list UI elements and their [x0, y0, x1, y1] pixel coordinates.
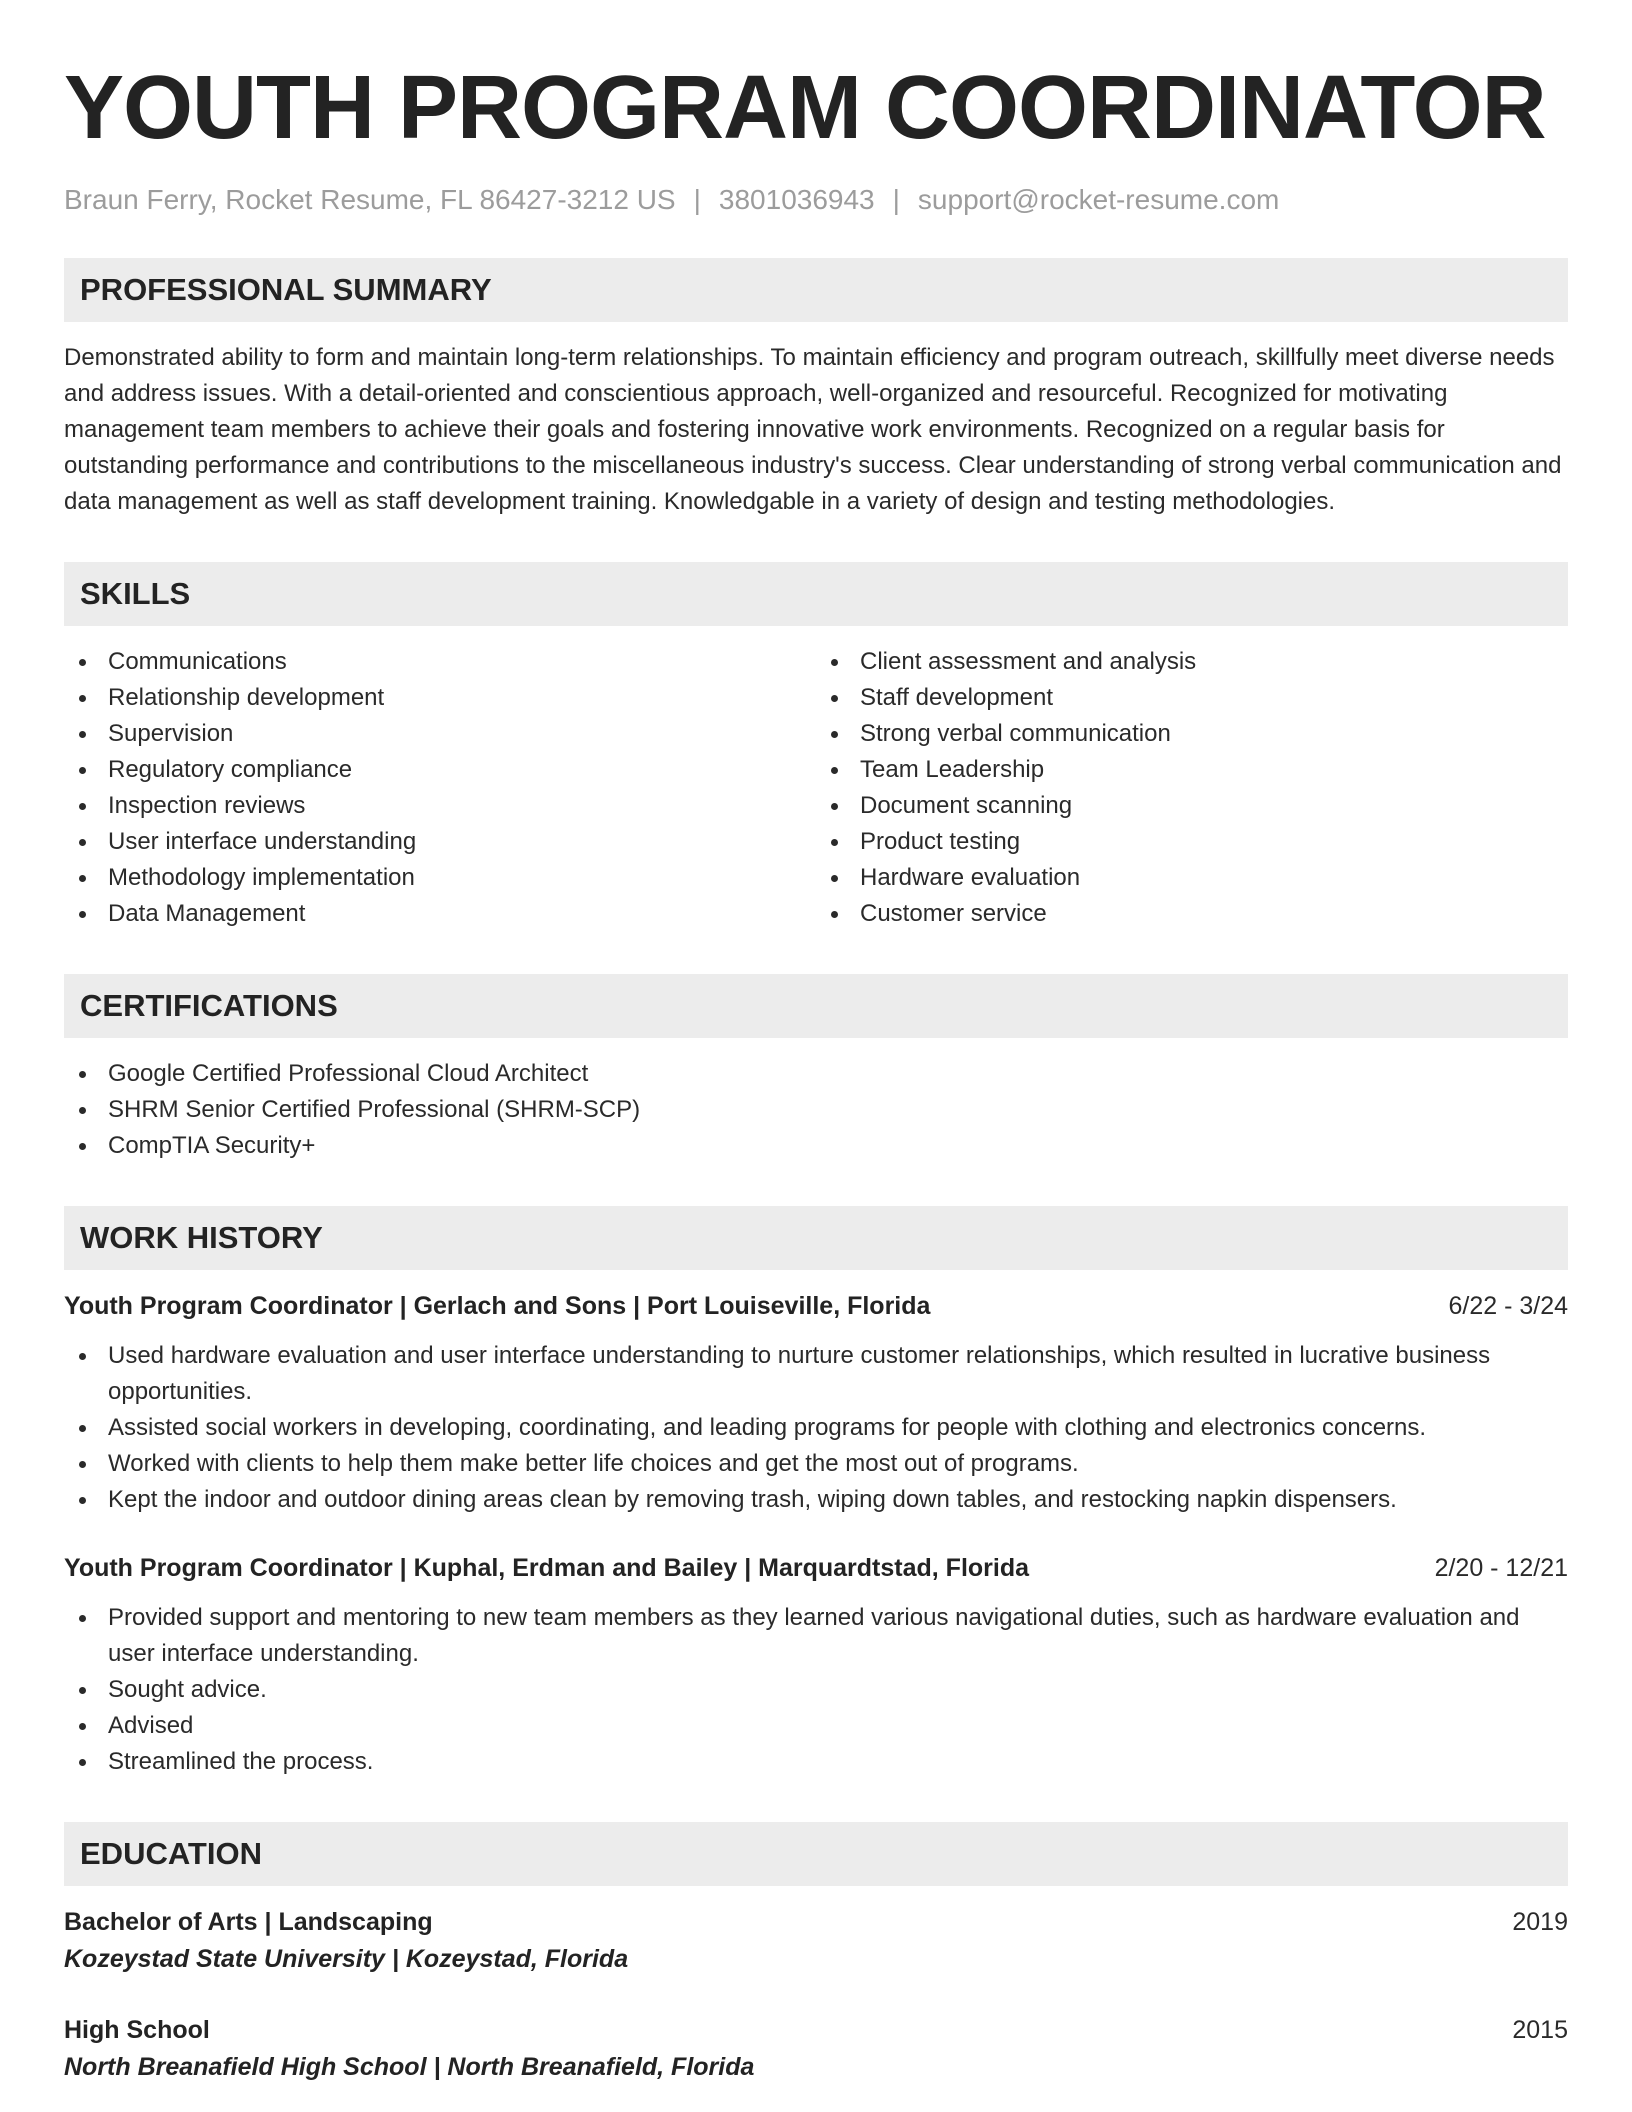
skills-list-left [64, 644, 816, 932]
section-header-education: EDUCATION [64, 1822, 1568, 1886]
job-bullets [64, 1338, 1568, 1518]
skill-item: Customer service [816, 896, 1568, 932]
certification-item: CompTIA Security+ [64, 1128, 1568, 1164]
certification-item: Google Certified Professional Cloud Architect [64, 1056, 1568, 1092]
education-heading-row [64, 2012, 1568, 2048]
job-entry [64, 1550, 1568, 1780]
skill-item: Inspection reviews [64, 788, 816, 824]
job-bullet: Provided support and mentoring to new team members as they learned various navigational duties, such as hardware evaluation and user interface understanding. [64, 1600, 1568, 1672]
skill-item: Document scanning [816, 788, 1568, 824]
certifications-list [64, 1056, 1568, 1164]
education-entry [64, 1904, 1568, 1978]
job-heading-row [64, 1288, 1568, 1324]
certification-item: SHRM Senior Certified Professional (SHRM-SCP) [64, 1092, 1568, 1128]
certifications-section [64, 974, 1568, 1164]
section-header-certifications: CERTIFICATIONS [64, 974, 1568, 1038]
job-heading: Youth Program Coordinator | Gerlach and Sons | Port Louiseville, Florida [64, 1292, 931, 1320]
candidate-title: YOUTH PROGRAM COORDINATOR [64, 58, 1546, 158]
contact-email: support@rocket-resume.com [917, 184, 1280, 215]
job-bullet: Kept the indoor and outdoor dining areas clean by removing trash, wiping down tables, and restocking napkin dispensers. [64, 1482, 1568, 1518]
job-heading: Youth Program Coordinator | Kuphal, Erdman and Bailey | Marquardtstad, Florida [64, 1554, 1030, 1582]
skill-item: User interface understanding [64, 824, 816, 860]
contact-separator: | [693, 184, 701, 215]
skills-section [64, 562, 1568, 932]
summary-section [64, 258, 1568, 520]
education-entry [64, 2012, 1568, 2086]
contact-address: Braun Ferry, Rocket Resume, FL 86427-3212 US [64, 184, 676, 215]
skills-columns [64, 644, 1568, 932]
section-header-summary: PROFESSIONAL SUMMARY [64, 258, 1568, 322]
contact-line [64, 180, 1568, 220]
skill-item: Team Leadership [816, 752, 1568, 788]
skill-item: Supervision [64, 716, 816, 752]
job-entry [64, 1288, 1568, 1518]
skill-item: Staff development [816, 680, 1568, 716]
job-bullets [64, 1600, 1568, 1780]
job-bullet: Worked with clients to help them make better life choices and get the most out of programs. [64, 1446, 1568, 1482]
skill-item: Communications [64, 644, 816, 680]
job-bullet: Sought advice. [64, 1672, 1568, 1708]
skill-item: Data Management [64, 896, 816, 932]
education-degree: High School [64, 2016, 210, 2044]
summary-text: Demonstrated ability to form and maintain long-term relationships. To maintain efficiency and program outreach, skillfully meet diverse needs and address issues. With a detail-oriented and conscientious approach, well-organized and resourceful. Recognized for motivating management team members to achieve their goals and fostering innovative work environments. Recognized on a regular basis for outstanding performance and contributions to the miscellaneous industry's success. Clear understanding of strong verbal communication and data management as well as staff development training. Knowledgable in a variety of design and testing methodologies. [64, 344, 1562, 515]
education-section [64, 1822, 1568, 2086]
job-bullet: Used hardware evaluation and user interface understanding to nurture customer relationships, which resulted in lucrative business opportunities. [64, 1338, 1568, 1410]
skills-list-right [816, 644, 1568, 932]
contact-separator: | [892, 184, 900, 215]
education-school: Kozeystad State University | Kozeystad, Florida [64, 1945, 629, 1973]
education-year: 2015 [1512, 2016, 1568, 2044]
job-dates: 2/20 - 12/21 [1434, 1554, 1568, 1582]
education-year: 2019 [1512, 1908, 1568, 1936]
job-bullet: Assisted social workers in developing, coordinating, and leading programs for people with clothing and electronics concerns. [64, 1410, 1568, 1446]
skill-item: Hardware evaluation [816, 860, 1568, 896]
contact-phone: 3801036943 [718, 184, 875, 215]
education-degree: Bachelor of Arts | Landscaping [64, 1908, 433, 1936]
skill-item: Client assessment and analysis [816, 644, 1568, 680]
work-history-section [64, 1206, 1568, 1780]
skill-item: Methodology implementation [64, 860, 816, 896]
skill-item: Relationship development [64, 680, 816, 716]
skill-item: Strong verbal communication [816, 716, 1568, 752]
job-dates: 6/22 - 3/24 [1448, 1292, 1568, 1320]
education-heading-row [64, 1904, 1568, 1940]
job-bullet: Advised [64, 1708, 1568, 1744]
job-heading-row [64, 1550, 1568, 1586]
section-header-skills: SKILLS [64, 562, 1568, 626]
skill-item: Regulatory compliance [64, 752, 816, 788]
education-school: North Breanafield High School | North Breanafield, Florida [64, 2053, 755, 2081]
job-bullet: Streamlined the process. [64, 1744, 1568, 1780]
section-header-work-history: WORK HISTORY [64, 1206, 1568, 1270]
skill-item: Product testing [816, 824, 1568, 860]
